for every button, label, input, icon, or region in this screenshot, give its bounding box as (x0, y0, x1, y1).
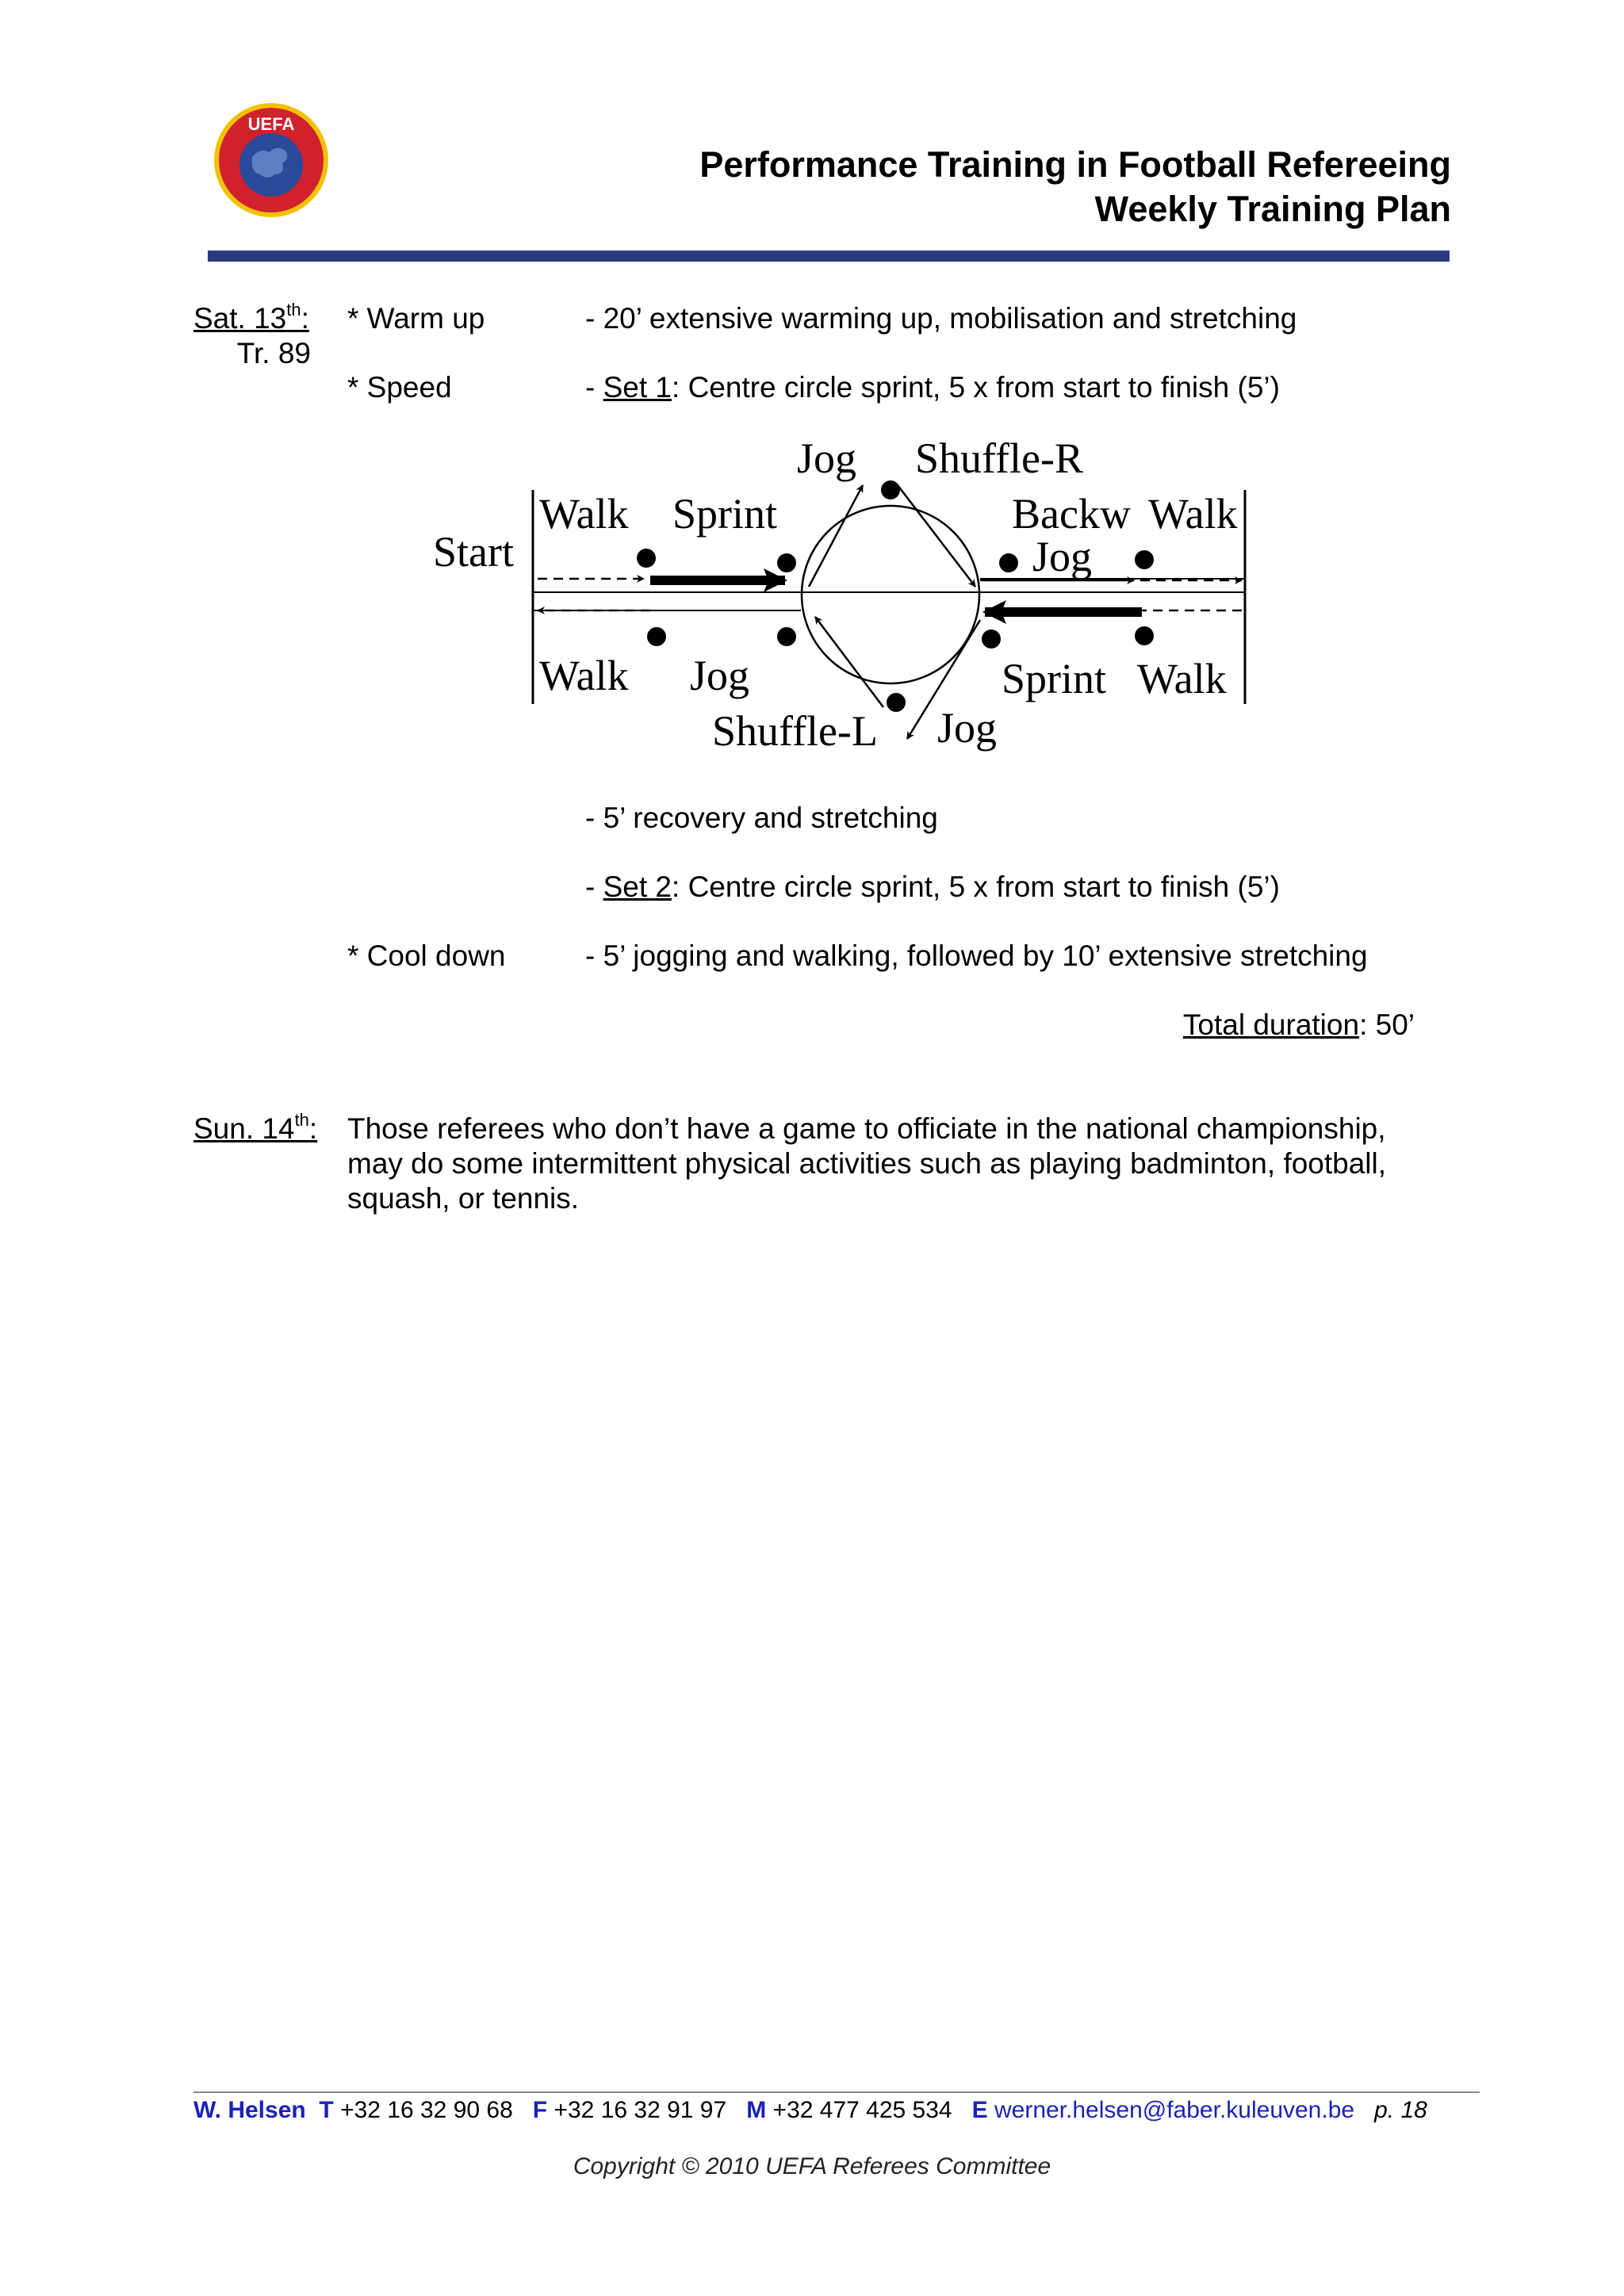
mobile-number: +32 477 425 534 (772, 2097, 952, 2123)
author-name: W. Helsen (193, 2097, 306, 2123)
label-jog-top: Jog (797, 434, 857, 482)
email-link[interactable]: werner.helsen@faber.kuleuven.be (994, 2097, 1355, 2123)
label-start: Start (433, 528, 514, 576)
header-title: Performance Training in Football Refereeing (699, 144, 1451, 185)
label-jog-bottom: Jog (937, 704, 998, 752)
phone-number: +32 16 32 90 68 (340, 2097, 513, 2123)
set1-line: - Set 1: Centre circle sprint, 5 x from start to finish (5’) (585, 371, 1280, 404)
copyright: Copyright © 2010 UEFA Referees Committee (573, 2153, 1051, 2179)
label-shuffle-l: Shuffle-L (712, 707, 878, 755)
header-subtitle: Weekly Training Plan (1094, 189, 1451, 229)
speed-label: * Speed (347, 371, 452, 404)
fax-number: +32 16 32 91 97 (553, 2097, 727, 2123)
set2-line: - Set 2: Centre circle sprint, 5 x from start to finish (5’) (585, 871, 1280, 903)
warmup-label: * Warm up (347, 302, 485, 335)
label-walk-top-right: Walk (1148, 490, 1238, 538)
label-jog-bottom-left: Jog (690, 652, 750, 699)
label-shuffle-r: Shuffle-R (915, 434, 1083, 482)
page-number: p. 18 (1374, 2097, 1427, 2123)
footer-rule (193, 2091, 1480, 2093)
training-number: Tr. 89 (236, 337, 311, 369)
page-header (699, 143, 1451, 232)
label-walk-bottom-right: Walk (1137, 655, 1227, 702)
day-sat: Sat. 13th: (193, 300, 309, 335)
label-walk-top-left: Walk (539, 490, 629, 538)
cooldown-text: - 5’ jogging and walking, followed by 10’ extensive stretching (585, 939, 1368, 972)
label-sprint-top: Sprint (672, 490, 778, 538)
cooldown-label: * Cool down (347, 939, 506, 972)
logo-text: UEFA (247, 114, 295, 134)
label-walk-bottom-left: Walk (539, 652, 629, 699)
warmup-text: - 20’ extensive warming up, mobilisation and stretching (585, 302, 1297, 335)
header-rule (208, 251, 1450, 262)
uefa-logo (213, 101, 330, 219)
footer-contact: W. Helsen T +32 16 32 90 68 F +32 16 32 91 97 M +32 477 425 534 E werner.helsen@faber.kuleuven.be p. 18 (193, 2097, 1427, 2123)
label-backw: Backw (1012, 490, 1131, 538)
centre-circle-diagram (420, 428, 1269, 769)
day-sun: Sun. 14th: (193, 1110, 318, 1145)
total-duration: Total duration: 50’ (1182, 1008, 1415, 1041)
label-jog-right: Jog (1032, 533, 1093, 580)
sunday-paragraph: Those referees who don’t have a game to officiate in the national championship, may do some intermittent physical activities such as playing badminton, football, squash, or tennis. (347, 1112, 1387, 1215)
label-sprint-bottom: Sprint (1002, 655, 1107, 702)
recovery-text: - 5’ recovery and stretching (585, 802, 938, 834)
